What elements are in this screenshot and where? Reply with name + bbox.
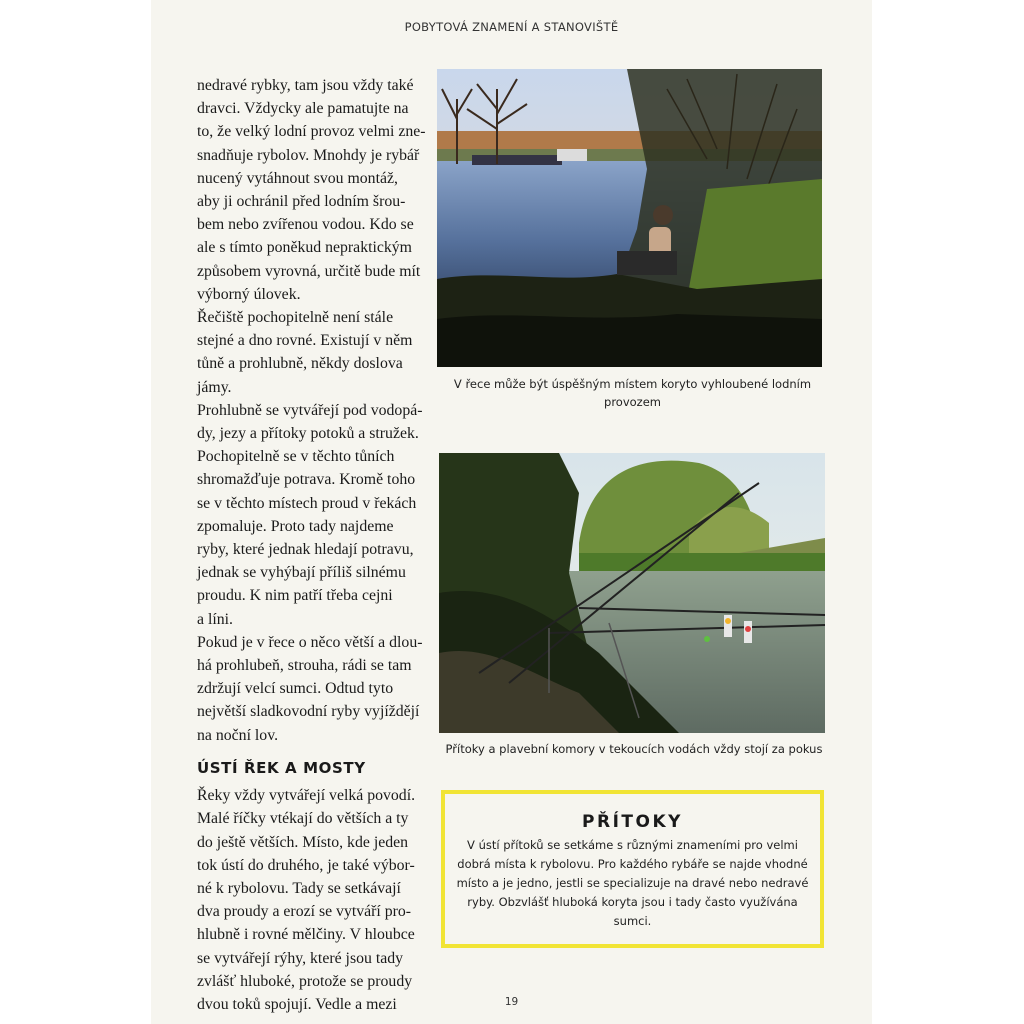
body-line: dva proudy a erozí se vytváří pro- xyxy=(197,903,412,921)
body-line: Pokud je v řece o něco větší a dlou- xyxy=(197,633,423,651)
body-text-part-2 xyxy=(197,784,425,1016)
body-line: aby ji ochránil před lodním šrou- xyxy=(197,193,406,211)
section-heading: ÚSTÍ ŘEK A MOSTY xyxy=(197,758,366,777)
box-line-4: ryby. Obzvlášť hluboká koryta jsou i tady často využívána xyxy=(467,895,798,909)
body-line: do ještě větších. Místo, kde jeden xyxy=(197,833,409,851)
caption-1-line-1: V řece může být úspěšným místem koryto vyhloubené lodním xyxy=(453,377,812,391)
body-line: to, že velký lodní provoz velmi zne- xyxy=(197,123,426,141)
box-line-5: sumci. xyxy=(613,914,652,928)
body-line: bem nebo zvířenou vodou. Kdo se xyxy=(197,216,414,234)
box-text xyxy=(445,836,820,931)
box-line-1: V ústí přítoků se setkáme s různými znameními pro velmi xyxy=(467,838,798,852)
body-line: Řečiště pochopitelně není stále xyxy=(197,309,394,327)
body-line: tůně a prohlubně, někdy doslova xyxy=(197,355,403,373)
body-line: nucený vytáhnout svou montáž, xyxy=(197,169,398,187)
caption-1-line-2: provozem xyxy=(604,395,661,409)
body-line: ryby, které jednak hledají potravu, xyxy=(197,541,414,559)
body-line: Řeky vždy vytvářejí velká povodí. xyxy=(197,787,416,805)
body-line: dy, jezy a přítoky potoků a stružek. xyxy=(197,425,419,443)
book-page xyxy=(151,0,872,1024)
body-line: snadňuje rybolov. Mnohdy je rybář xyxy=(197,146,420,164)
body-line: Prohlubně se vytvářejí pod vodopá- xyxy=(197,401,423,419)
body-line: způsobem vyrovná, určitě bude mít xyxy=(197,262,421,280)
body-line: shromažďuje potrava. Kromě toho xyxy=(197,471,416,489)
caption-photo-1 xyxy=(441,375,824,411)
body-text-part-1 xyxy=(197,74,425,747)
body-line: a líni. xyxy=(197,610,233,628)
running-head: POBYTOVÁ ZNAMENÍ A STANOVIŠTĚ xyxy=(404,20,619,34)
box-title: PŘÍTOKY xyxy=(582,812,683,832)
body-line: né k rybolovu. Tady se setkávají xyxy=(197,879,401,897)
body-line: stejné a dno rovné. Existují v něm xyxy=(197,332,413,350)
box-line-3: místo a je jedno, jestli se specializuje na dravé nebo nedravé xyxy=(456,876,809,890)
body-text-column xyxy=(197,74,425,1016)
photo-river-fisherman xyxy=(437,69,822,367)
body-line: nedravé rybky, tam jsou vždy také xyxy=(197,77,414,94)
body-line: výborný úlovek. xyxy=(197,285,301,303)
body-line: zvlášť hluboké, protože se proudy xyxy=(197,972,413,990)
body-line: há prohlubeň, strouha, rádi se tam xyxy=(197,657,412,675)
caption-photo-2: Přítoky a plavební komory v tekoucích vodách vždy stojí za pokus xyxy=(445,742,823,756)
body-line: ale s tímto poněkud nepraktickým xyxy=(197,239,412,257)
body-line: největší sladkovodní ryby vyjíždějí xyxy=(197,703,420,721)
body-line: Pochopitelně se v těchto tůních xyxy=(197,448,395,466)
body-line: dvou toků spojují. Vedle a mezi xyxy=(197,995,397,1013)
page-number: 19 xyxy=(504,996,519,1008)
body-line: Malé říčky vtékají do větších a ty xyxy=(197,810,409,828)
photo-fishing-rods xyxy=(439,453,825,733)
body-line: na noční lov. xyxy=(197,726,279,744)
body-line: jednak se vyhýbají příliš silnému xyxy=(197,564,406,582)
body-line: proudu. K nim patří třeba cejni xyxy=(197,587,393,605)
body-line: dravci. Vždycky ale pamatujte na xyxy=(197,100,409,118)
body-line: jámy. xyxy=(197,378,232,396)
body-line: zpomaluje. Proto tady najdeme xyxy=(197,517,394,535)
box-line-2: dobrá místa k rybolovu. Pro každého rybáře se najde vhodné xyxy=(457,857,808,871)
body-line: zdržují velcí sumci. Odtud tyto xyxy=(197,680,394,698)
body-line: hlubně i rovné mělčiny. V hloubce xyxy=(197,926,415,944)
tributaries-box xyxy=(441,790,824,948)
body-line: se vytvářejí rýhy, které jsou tady xyxy=(197,949,404,967)
body-line: se v těchto místech proud v řekách xyxy=(197,494,417,512)
body-line: tok ústí do druhého, je také výbor- xyxy=(197,856,415,874)
